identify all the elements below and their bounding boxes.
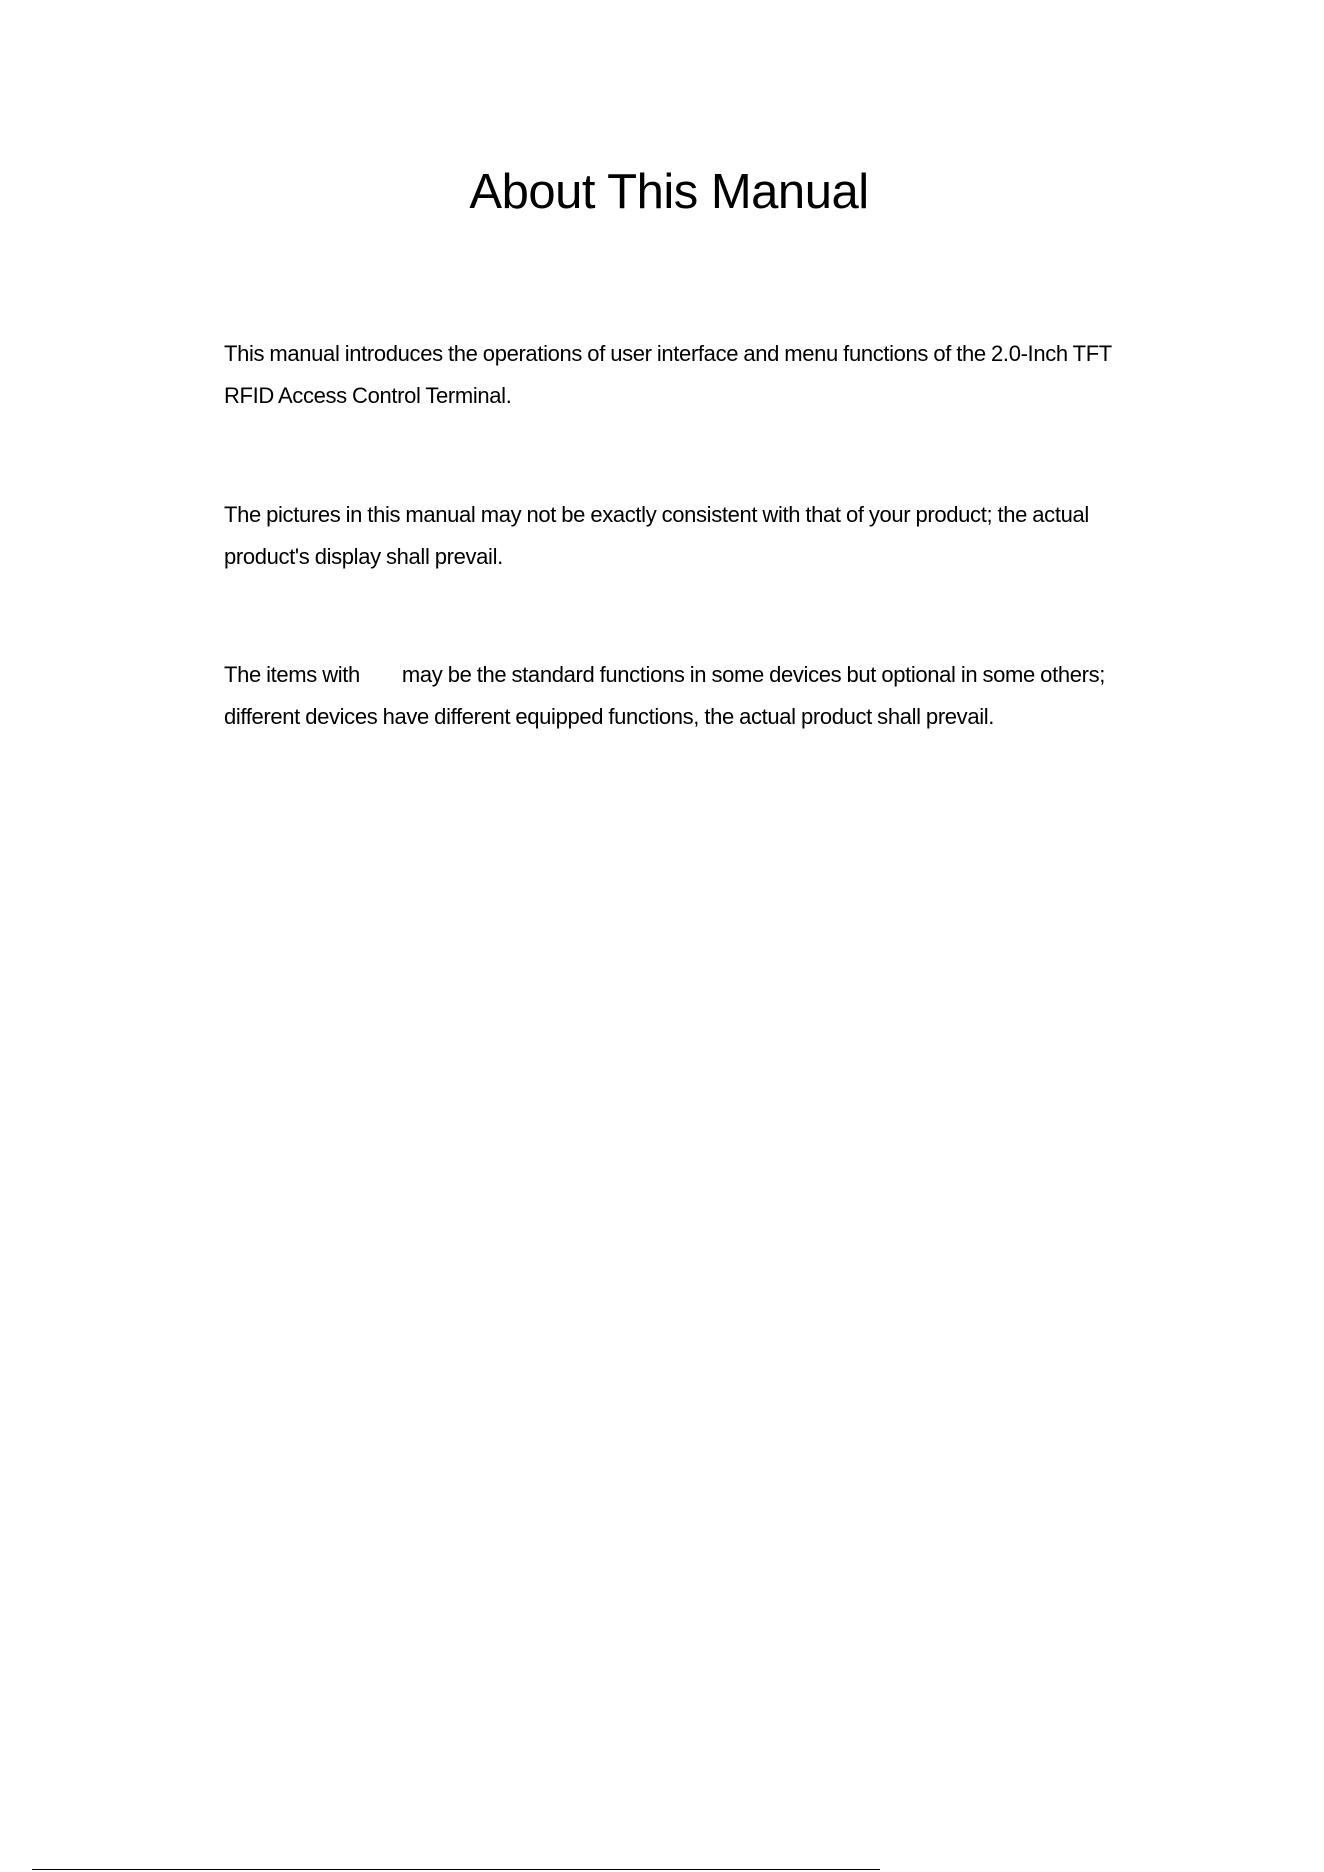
paragraph-pictures-note <box>224 494 1184 578</box>
paragraph-line-end: may be the standard functions in some devices but optional in some others; <box>401 662 1105 687</box>
paragraph-line: The pictures in this manual may not be exactly consistent with that of your product; the actual <box>224 502 1089 527</box>
paragraph-intro <box>224 333 1184 417</box>
page-title <box>0 160 1324 224</box>
page-title-text: About This Manual <box>469 165 869 219</box>
paragraph-optional-items <box>224 654 1184 738</box>
paragraph-line: This manual introduces the operations of user interface and menu functions of the 2.0-Inch TFT <box>224 341 1112 366</box>
footer-divider <box>32 1869 880 1870</box>
paragraph-line: different devices have different equipped functions, the actual product shall prevail. <box>224 704 995 729</box>
paragraph-line-start: The items with <box>224 662 360 687</box>
paragraph-line: product's display shall prevail. <box>224 544 503 569</box>
paragraph-line: RFID Access Control Terminal. <box>224 383 512 408</box>
